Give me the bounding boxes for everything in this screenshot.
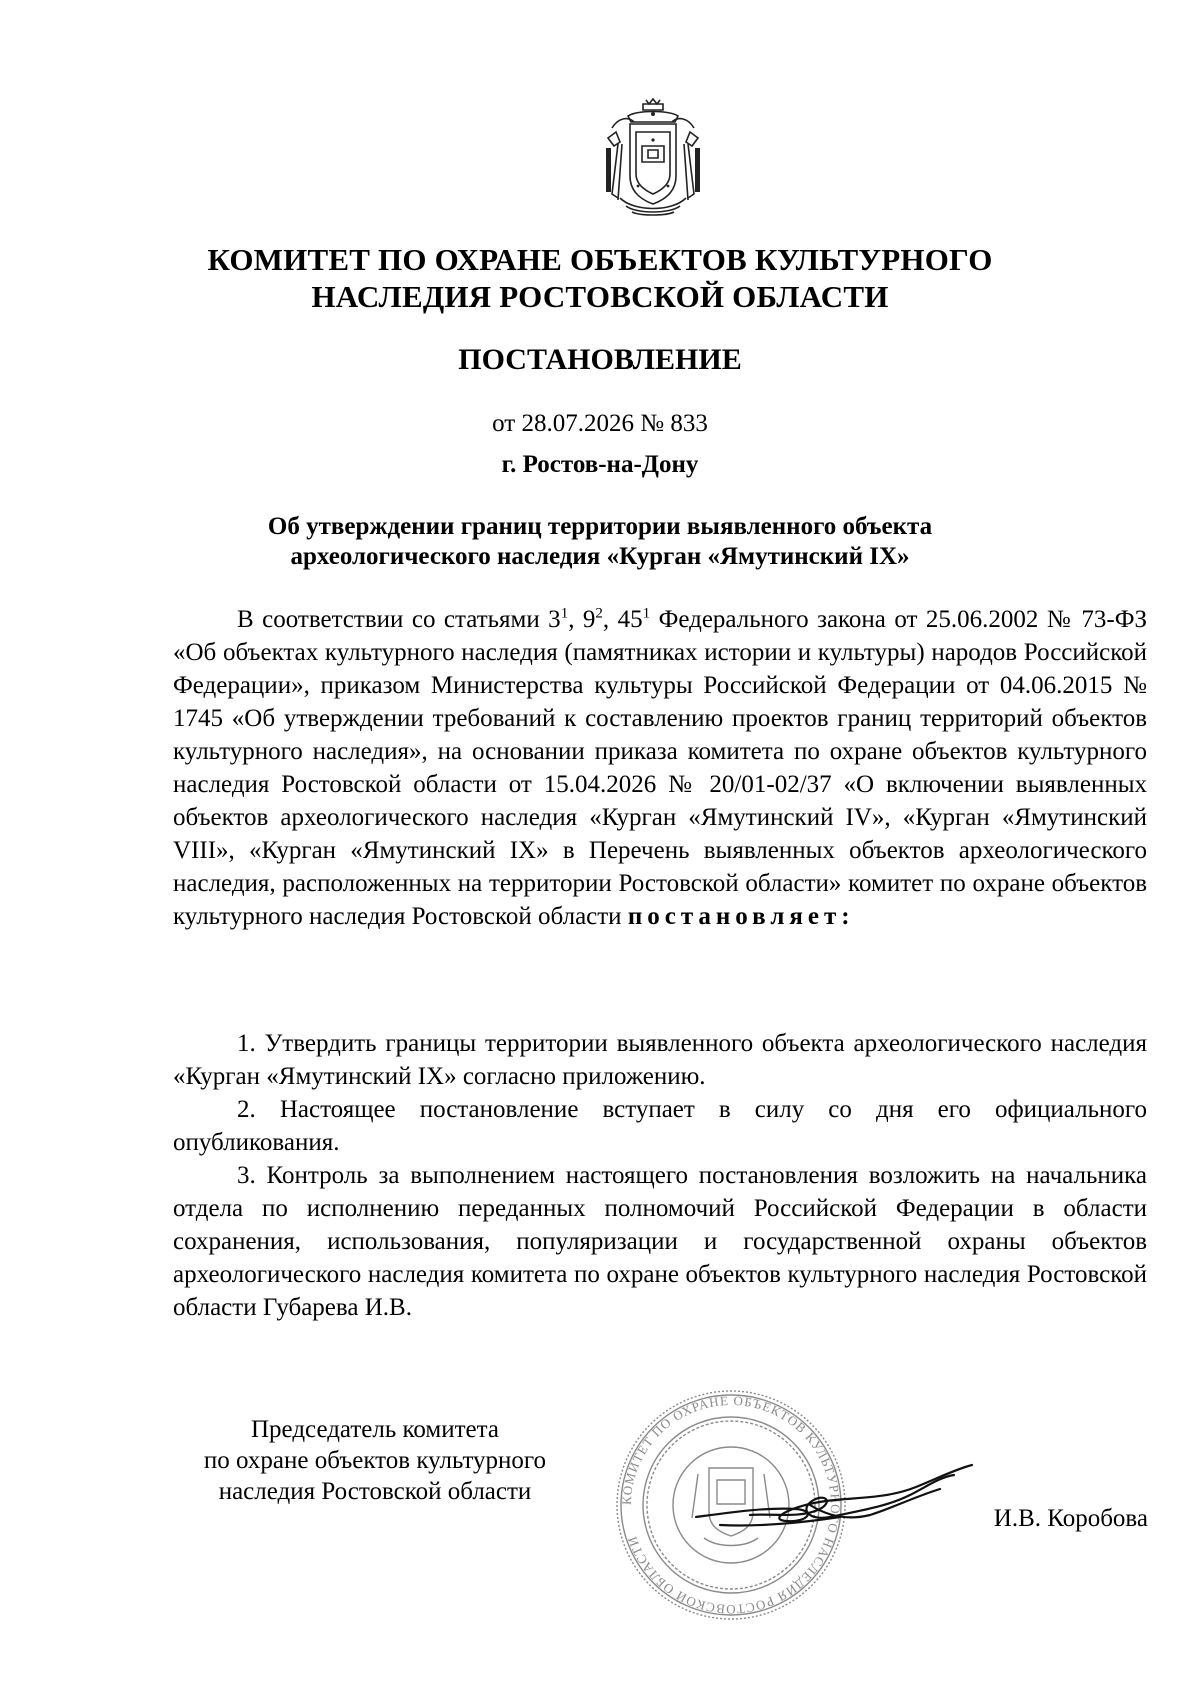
superscript-2: 2 bbox=[595, 605, 603, 622]
resolution-item-1: 1. Утвердить границы территории выявленного объекта археологического наследия «Курган «Ямутинский IX» согласно приложению. bbox=[173, 1030, 1147, 1090]
position-line-1: Председатель комитета bbox=[251, 1416, 499, 1443]
organization-name bbox=[150, 241, 1050, 315]
preamble bbox=[173, 603, 1147, 933]
org-line-2: НАСЛЕДИЯ РОСТОВСКОЙ ОБЛАСТИ bbox=[311, 279, 889, 314]
coat-of-arms-icon bbox=[598, 98, 708, 222]
preamble-text-4: Федерального закона от 25.06.2002 № 73-ФЗ «Об объектах культурного наследия (памятниках истории и культуры) народов Российской Федерации», приказом Министерства культуры Российской Федерации от 04.06.2015 № 1745 «Об утверждении требований к составлению проектов границ территорий объектов культурного наследия», на основании приказа комитета по охране объектов культурного наследия Ростовской области от 15.04.2026 № 20/01-02/37 «О включении выявленных объектов археологического наследия «Курган «Ямутинский IV», «Курган «Ямутинский VIII», «Курган «Ямутинский IX» в Перечень выявленных объектов археологического наследия, расположенных на территории Ростовской области» комитет по охране объектов культурного наследия Ростовской области bbox=[173, 606, 1148, 930]
position-line-3: наследия Ростовской области bbox=[218, 1478, 532, 1505]
superscript-1: 1 bbox=[560, 605, 569, 622]
position-line-2: по охране объектов культурного bbox=[203, 1447, 547, 1474]
resolution-item-3: 3. Контроль за выполнением настоящего постановления возложить на начальника отдела по исполнению переданных полномочий Российской Федерации в области сохранения, использования, популяризации и государственной охраны объектов археологического наследия комитета по охране объектов культурного наследия Ростовской области Губарева И.В. bbox=[173, 1162, 1147, 1321]
document-date: 28.07.2026 bbox=[521, 410, 634, 437]
preamble-paragraph bbox=[173, 603, 1147, 933]
date-and-number bbox=[150, 409, 1050, 439]
signatory-name: И.В. Коробова bbox=[993, 1505, 1148, 1532]
document-subject bbox=[150, 512, 1050, 572]
preamble-text-3: , 45 bbox=[602, 606, 643, 633]
resolution-items bbox=[173, 1027, 1147, 1324]
org-line-1: КОМИТЕТ ПО ОХРАНЕ ОБЪЕКТОВ КУЛЬТУРНОГО bbox=[207, 242, 993, 277]
number-sign: № bbox=[640, 410, 665, 437]
city: г. Ростов-на-Дону bbox=[501, 451, 699, 478]
resolves-word: постановляет: bbox=[627, 903, 855, 930]
date-prefix: от bbox=[492, 410, 516, 437]
preamble-text-1: В соответствии со статьями 3 bbox=[237, 606, 561, 633]
preamble-text-2: , 9 bbox=[568, 606, 596, 633]
resolution-item-2: 2. Настоящее постановление вступает в силу со дня его официального опубликования. bbox=[173, 1096, 1147, 1156]
subject-line-1: Об утверждении границ территории выявленного объекта bbox=[267, 513, 933, 540]
signatory-position bbox=[165, 1414, 585, 1507]
document-type: ПОСТАНОВЛЕНИЕ bbox=[458, 343, 742, 376]
document-number: 833 bbox=[670, 410, 708, 437]
seal-text: КОМИТЕТ ПО ОХРАНЕ ОБЪЕКТОВ КУЛЬТУРНОГО НАСЛЕДИЯ РОСТОВСКОЙ ОБЛАСТИ bbox=[618, 1392, 844, 1618]
superscript-3: 1 bbox=[642, 605, 651, 622]
subject-line-2: археологического наследия «Курган «Ямутинский IX» bbox=[290, 543, 910, 570]
